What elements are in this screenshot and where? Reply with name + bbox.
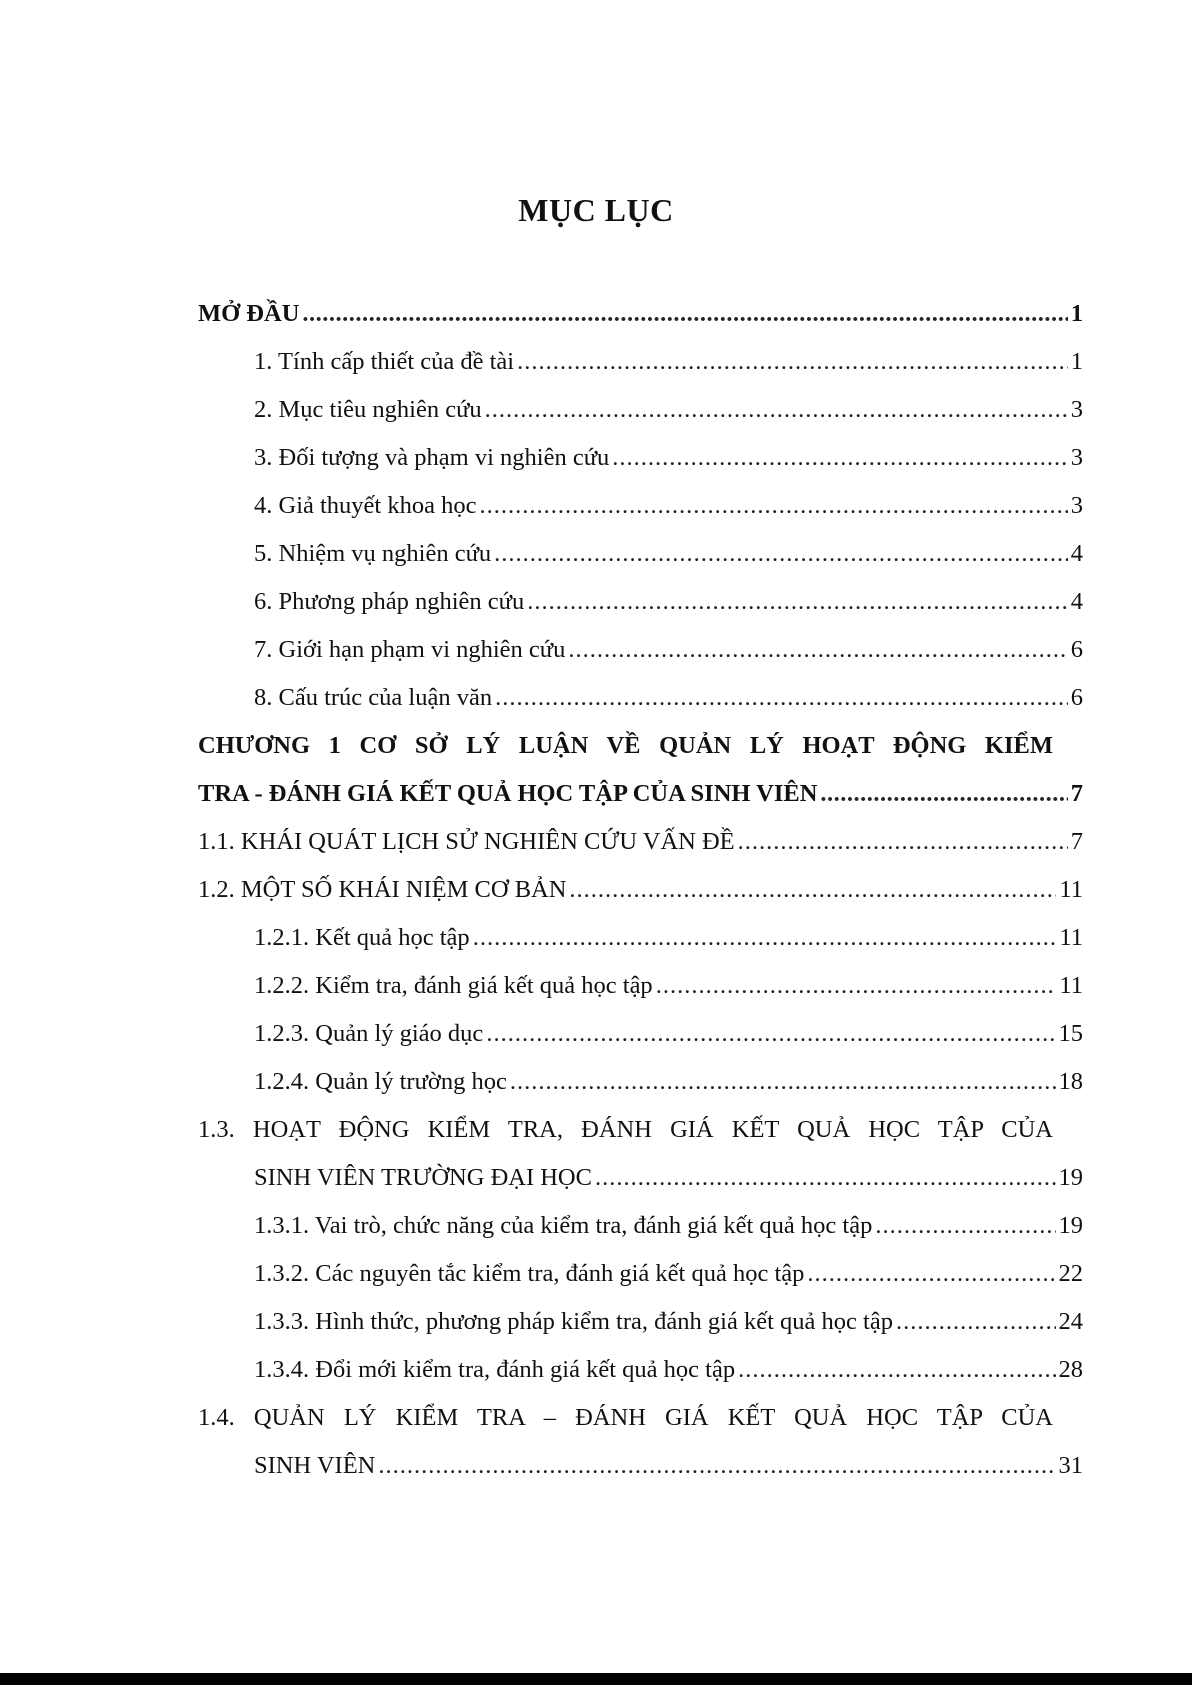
toc-entry-label: TRA - ĐÁNH GIÁ KẾT QUẢ HỌC TẬP CỦA SINH VIÊN bbox=[198, 780, 818, 807]
toc-leader-dots bbox=[595, 1154, 1056, 1202]
toc-leader-dots bbox=[486, 1010, 1055, 1058]
toc-entry-label: SINH VIÊN bbox=[254, 1452, 376, 1479]
toc-page-number: 11 bbox=[1059, 972, 1083, 999]
toc-entry-label: 1.2. MỘT SỐ KHÁI NIỆM CƠ BẢN bbox=[198, 876, 567, 903]
toc-entry[interactable] bbox=[198, 434, 1083, 482]
toc-entry-label: 7. Giới hạn phạm vi nghiên cứu bbox=[254, 636, 566, 663]
toc-entry[interactable] bbox=[198, 818, 1083, 866]
toc-leader-dots bbox=[485, 386, 1068, 434]
toc-leader-dots bbox=[473, 914, 1057, 962]
toc-entry-label: MỞ ĐẦU bbox=[198, 300, 300, 327]
toc-leader-dots bbox=[517, 338, 1068, 386]
toc-leader-dots bbox=[896, 1298, 1056, 1346]
toc-leader-dots bbox=[569, 866, 1056, 914]
toc-entry[interactable] bbox=[198, 1250, 1083, 1298]
toc-page-number: 24 bbox=[1058, 1308, 1083, 1335]
toc-entry[interactable] bbox=[198, 1346, 1083, 1394]
toc-entry[interactable] bbox=[198, 626, 1083, 674]
toc-leader-dots bbox=[302, 290, 1067, 338]
toc-page-number: 3 bbox=[1070, 396, 1083, 423]
toc-page-number: 18 bbox=[1058, 1068, 1083, 1095]
toc-page-number: 28 bbox=[1058, 1356, 1083, 1383]
toc-entry-label: 1.2.3. Quản lý giáo dục bbox=[254, 1020, 484, 1047]
toc-page-number: 7 bbox=[1070, 780, 1083, 807]
toc-page-number: 11 bbox=[1059, 876, 1083, 903]
toc-leader-dots bbox=[738, 1346, 1055, 1394]
toc-entry[interactable] bbox=[198, 290, 1083, 338]
toc-entry-label: 1.2.1. Kết quả học tập bbox=[254, 924, 470, 951]
toc-page-number: 1 bbox=[1070, 300, 1083, 327]
toc-leader-dots bbox=[820, 770, 1067, 818]
toc-entry[interactable] bbox=[198, 866, 1083, 914]
toc-leader-dots bbox=[378, 1442, 1055, 1490]
toc-entry[interactable] bbox=[198, 1202, 1083, 1250]
toc-entry-first-line: CHƯƠNG 1 CƠ SỞ LÝ LUẬN VỀ QUẢN LÝ HOẠT ĐỘNG KIỂM bbox=[198, 732, 1053, 759]
toc-entry-label: 3. Đối tượng và phạm vi nghiên cứu bbox=[254, 444, 610, 471]
toc-entry-label: 1.3.2. Các nguyên tắc kiểm tra, đánh giá kết quả học tập bbox=[254, 1260, 805, 1287]
toc-leader-dots bbox=[527, 578, 1068, 626]
toc-entry-label: 1.2.4. Quản lý trường học bbox=[254, 1068, 507, 1095]
toc-leader-dots bbox=[875, 1202, 1055, 1250]
toc-entry-first-line: 1.4. QUẢN LÝ KIỂM TRA – ĐÁNH GIÁ KẾT QUẢ HỌC TẬP CỦA bbox=[198, 1404, 1053, 1431]
toc-entry[interactable] bbox=[198, 1010, 1083, 1058]
toc-page-number: 6 bbox=[1070, 684, 1083, 711]
toc-entry[interactable] bbox=[198, 1058, 1083, 1106]
toc-entry[interactable] bbox=[198, 1442, 1083, 1490]
toc-leader-dots bbox=[510, 1058, 1056, 1106]
page-bottom-edge bbox=[0, 1673, 1192, 1685]
toc-page-number: 6 bbox=[1070, 636, 1083, 663]
toc-entry[interactable] bbox=[198, 482, 1083, 530]
page-title: MỤC LỤC bbox=[518, 192, 674, 228]
toc-entry-label: 5. Nhiệm vụ nghiên cứu bbox=[254, 540, 492, 567]
toc-entry[interactable] bbox=[198, 914, 1083, 962]
toc-entry[interactable] bbox=[198, 338, 1083, 386]
toc-leader-dots bbox=[494, 530, 1068, 578]
toc-entry-label: 1.1. KHÁI QUÁT LỊCH SỬ NGHIÊN CỨU VẤN ĐỀ bbox=[198, 828, 735, 855]
toc-page-number: 1 bbox=[1070, 348, 1083, 375]
toc-leader-dots bbox=[612, 434, 1068, 482]
toc-entry[interactable] bbox=[198, 1298, 1083, 1346]
toc-entry-label: 2. Mục tiêu nghiên cứu bbox=[254, 396, 482, 423]
toc-entry-label: SINH VIÊN TRƯỜNG ĐẠI HỌC bbox=[254, 1164, 592, 1191]
toc-entry[interactable] bbox=[198, 1154, 1083, 1202]
toc-entry[interactable] bbox=[198, 770, 1083, 818]
toc-entry-label: 1.2.2. Kiểm tra, đánh giá kết quả học tập bbox=[254, 972, 653, 999]
toc-leader-dots bbox=[656, 962, 1057, 1010]
toc-leader-dots bbox=[807, 1250, 1055, 1298]
toc-leader-dots bbox=[495, 674, 1068, 722]
toc-entry-first-line: 1.3. HOẠT ĐỘNG KIỂM TRA, ĐÁNH GIÁ KẾT QUẢ HỌC TẬP CỦA bbox=[198, 1116, 1053, 1143]
toc-leader-dots bbox=[738, 818, 1068, 866]
toc-entry-label: 1.3.3. Hình thức, phương pháp kiểm tra, đánh giá kết quả học tập bbox=[254, 1308, 893, 1335]
toc-page-number: 22 bbox=[1058, 1260, 1083, 1287]
toc-page-number: 4 bbox=[1070, 588, 1083, 615]
toc-entry-label: 1.3.4. Đổi mới kiểm tra, đánh giá kết quả học tập bbox=[254, 1356, 736, 1383]
toc-entry[interactable] bbox=[198, 578, 1083, 626]
toc-page-number: 4 bbox=[1070, 540, 1083, 567]
toc-entry-label: 1.3.1. Vai trò, chức năng của kiểm tra, đánh giá kết quả học tập bbox=[254, 1212, 873, 1239]
toc-page-number: 19 bbox=[1058, 1212, 1083, 1239]
toc-page-number: 15 bbox=[1058, 1020, 1083, 1047]
toc-entry[interactable] bbox=[198, 962, 1083, 1010]
toc-page-number: 19 bbox=[1058, 1164, 1083, 1191]
toc-page-number: 3 bbox=[1070, 492, 1083, 519]
toc-page-number: 3 bbox=[1070, 444, 1083, 471]
toc-entry-label: 8. Cấu trúc của luận văn bbox=[254, 684, 493, 711]
toc-entry[interactable] bbox=[198, 674, 1083, 722]
toc-entry-label: 1. Tính cấp thiết của đề tài bbox=[254, 348, 515, 375]
toc-entry-label: 4. Giả thuyết khoa học bbox=[254, 492, 477, 519]
toc-entry[interactable] bbox=[198, 386, 1083, 434]
toc-page-number: 31 bbox=[1058, 1452, 1083, 1479]
toc-entry-label: 6. Phương pháp nghiên cứu bbox=[254, 588, 525, 615]
toc-leader-dots bbox=[480, 482, 1068, 530]
toc-page-number: 11 bbox=[1059, 924, 1083, 951]
toc-entry[interactable] bbox=[198, 530, 1083, 578]
toc-leader-dots bbox=[568, 626, 1067, 674]
table-of-contents bbox=[198, 290, 1083, 1490]
toc-page-number: 7 bbox=[1070, 828, 1083, 855]
